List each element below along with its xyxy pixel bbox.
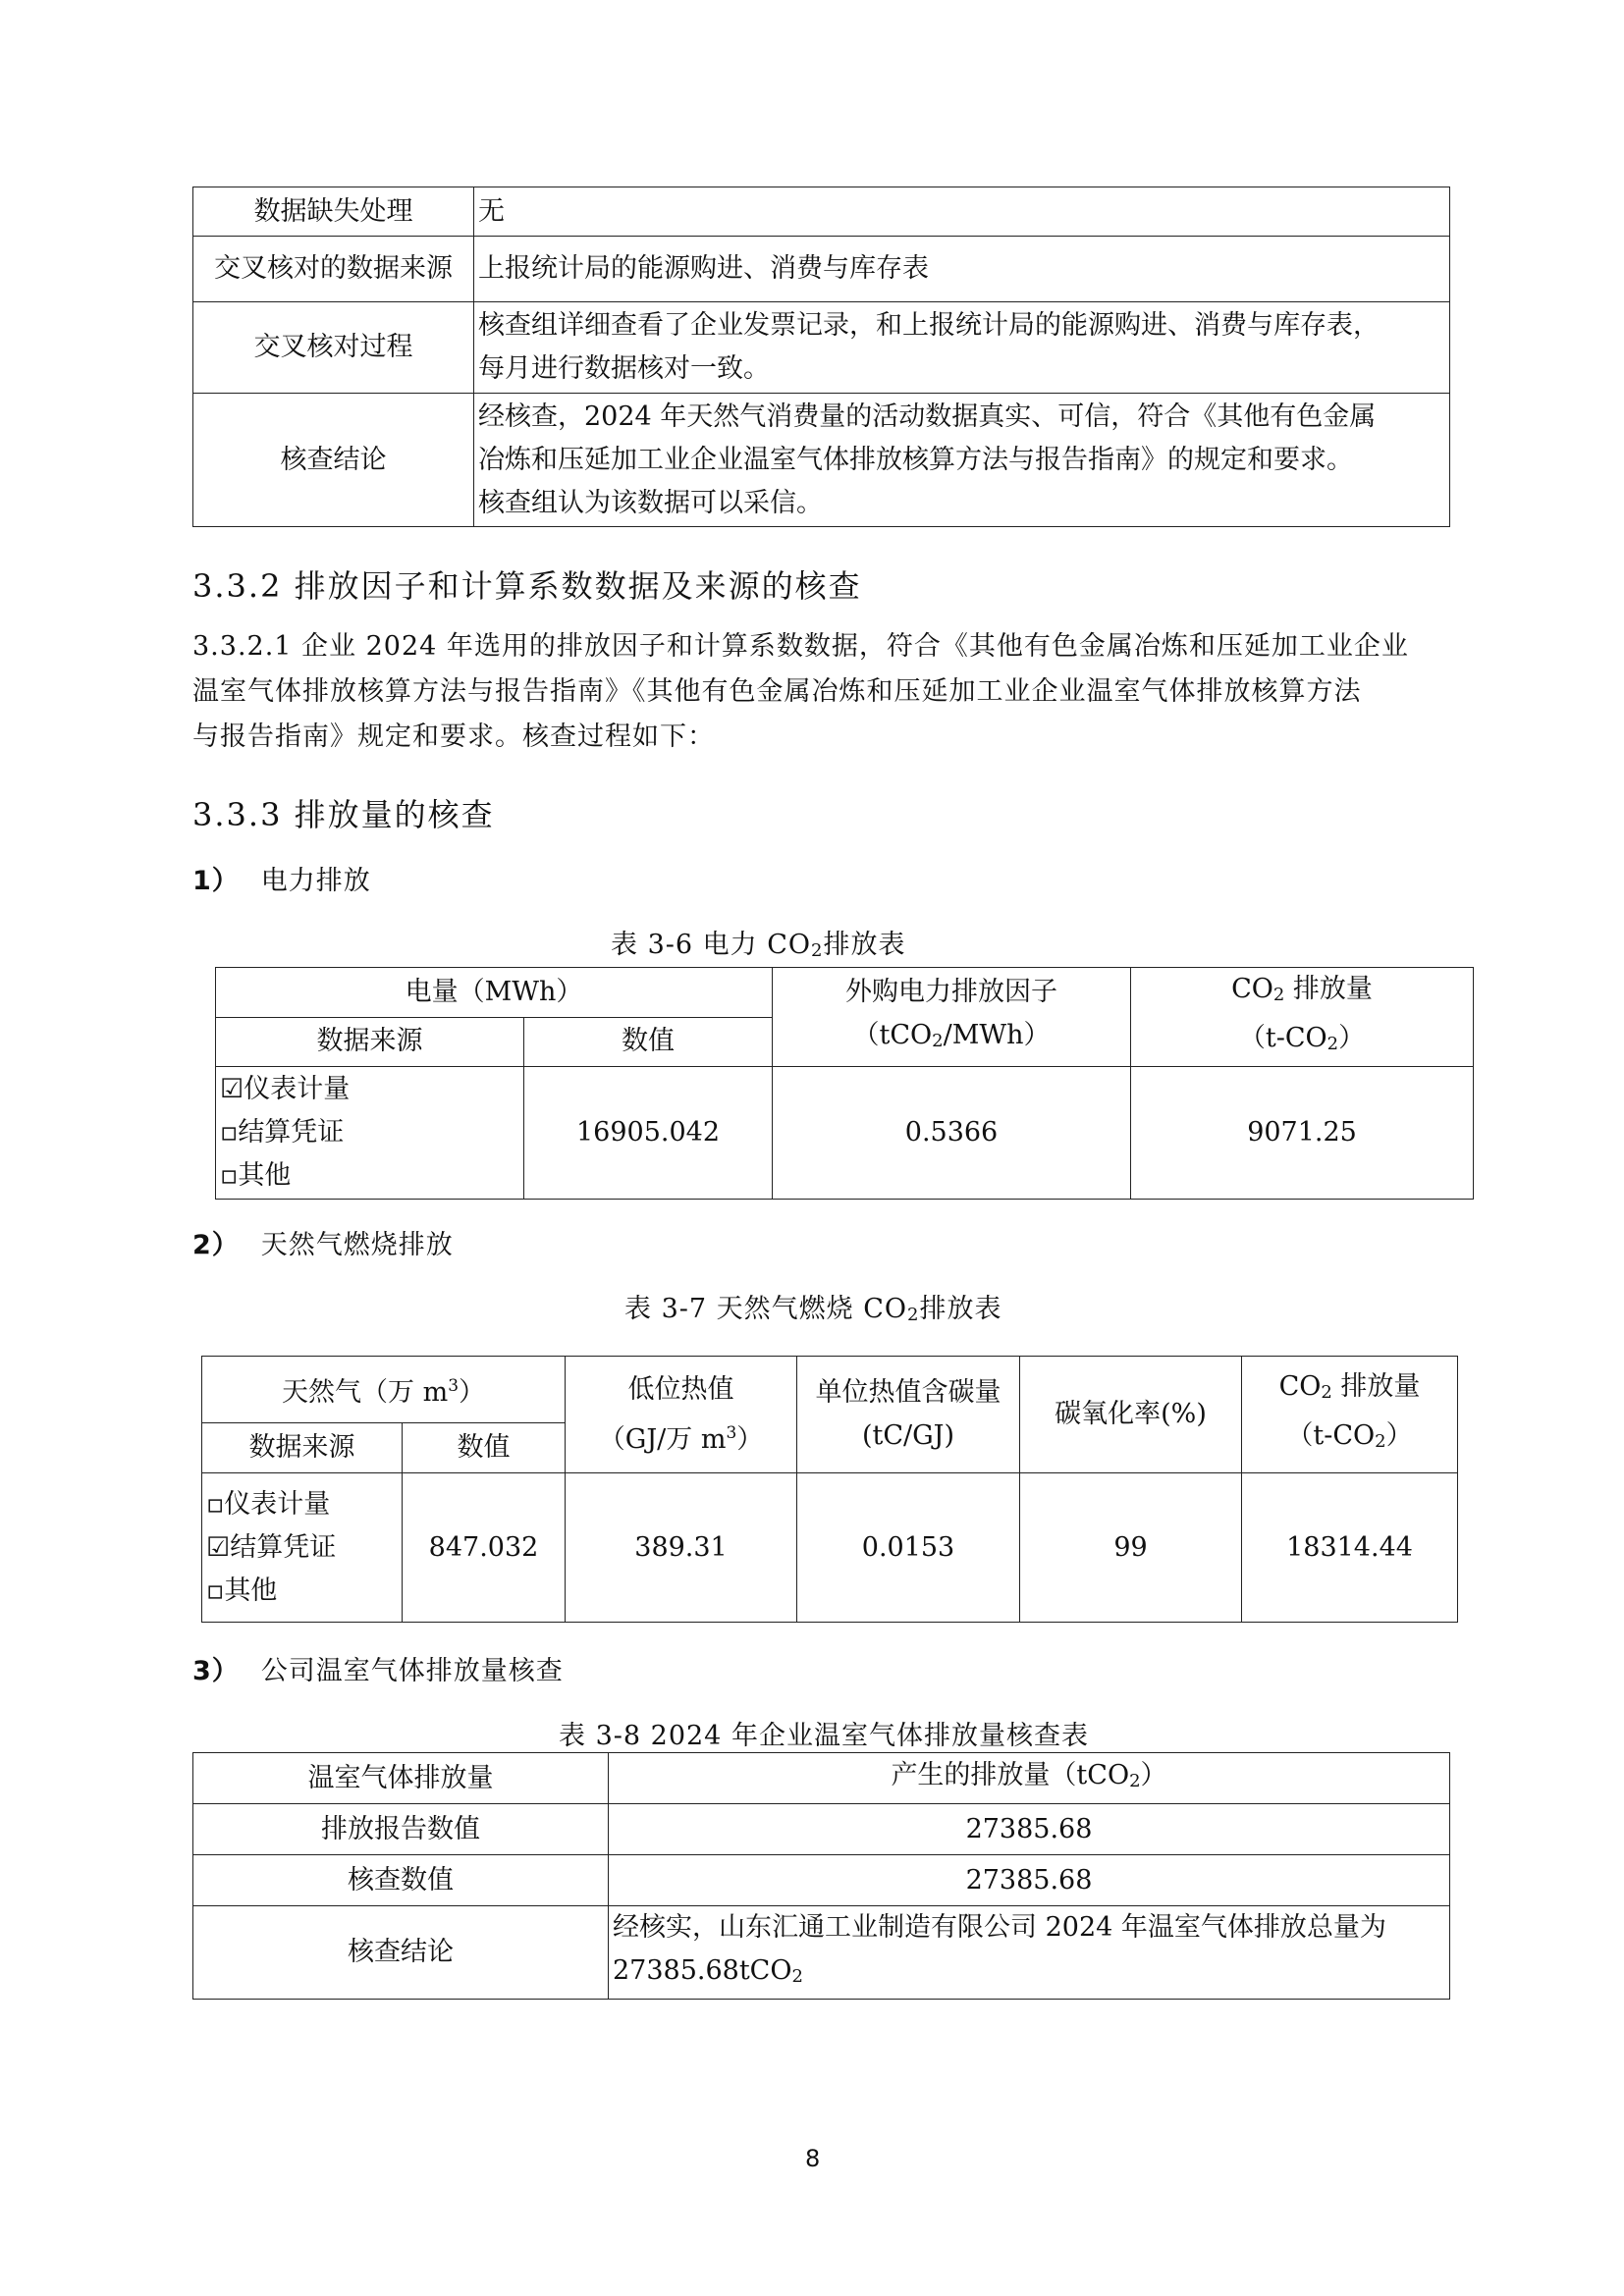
row-value: 27385.68 [609, 1804, 1450, 1855]
caption-sub: 2 [907, 1305, 920, 1325]
checkbox-option: ▫结算凭证 [220, 1117, 345, 1148]
text-line: 每月进行数据核对一致。 [478, 353, 770, 384]
checkbox-checked-icon: ☑ [206, 1531, 231, 1563]
header-emission: 产生的排放量（tCO$_2$） [609, 1753, 1450, 1804]
text-line: 冶炼和压延加工业企业温室气体排放核算方法与报告指南》的规定和要求。 [478, 444, 1353, 475]
table-caption-3-8: 表 3-8 2024 年企业温室气体排放量核查表 [559, 1721, 1089, 1751]
checkbox-option: ☑仪表计量 [220, 1074, 351, 1104]
header-line: $CO_2$ 排放量 [1231, 974, 1373, 1005]
checkbox-empty-icon: ▫ [206, 1575, 225, 1606]
header-value: 数值 [524, 1017, 773, 1067]
header-value: 数值 [403, 1423, 566, 1473]
section-heading-3-3-3: 3.3.3 排放量的核查 [192, 796, 495, 833]
cell-value: 16905.042 [524, 1067, 773, 1200]
row-label: 核查数值 [193, 1855, 609, 1906]
row-value: 上报统计局的能源购进、消费与库存表 [474, 237, 1450, 302]
checkbox-option: ▫其他 [206, 1575, 278, 1606]
header-source: 数据来源 [216, 1017, 524, 1067]
paragraph-line: 与报告指南》规定和要求。核查过程如下： [192, 721, 715, 752]
checkbox-empty-icon: ▫ [220, 1117, 239, 1148]
item-text: 电力排放 [260, 866, 371, 896]
cell-carbon-content: 0.0153 [797, 1473, 1020, 1623]
header-source: 数据来源 [202, 1423, 403, 1473]
row-value [474, 302, 1450, 394]
cell-oxidation: 99 [1020, 1473, 1242, 1623]
header-oxidation: 碳氧化率(%) [1020, 1357, 1242, 1473]
table-row [193, 187, 1450, 237]
table-3-7 [201, 1356, 1458, 1623]
header-line: （tCO$_2$/MWh） [852, 1020, 1051, 1051]
checkbox-empty-icon: ▫ [206, 1488, 225, 1520]
source-options [216, 1067, 524, 1200]
caption-text: 表 3-7 天然气燃烧 CO [624, 1294, 908, 1324]
caption-text: 排放表 [919, 1294, 1002, 1324]
header-line: $(t-CO_2)$ [1286, 1420, 1413, 1452]
header-line: $(t-CO_2)$ [1238, 1023, 1366, 1054]
row-value [609, 1906, 1450, 2000]
table-header-row [216, 968, 1474, 1018]
cell-emission: 9071.25 [1131, 1067, 1474, 1200]
row-label: 交叉核对过程 [193, 302, 474, 394]
item-text: 天然气燃烧排放 [260, 1230, 454, 1260]
table-3-8 [192, 1752, 1450, 2000]
row-label: 数据缺失处理 [193, 187, 474, 237]
checkbox-checked-icon: ☑ [220, 1074, 244, 1104]
cell-value: 847.032 [403, 1473, 566, 1623]
text-line: 核查组详细查看了企业发票记录，和上报统计局的能源购进、消费与库存表， [478, 310, 1380, 341]
text-line: 经核实，山东汇通工业制造有限公司 2024 年温室气体排放总量为 [613, 1912, 1386, 1943]
item-number: 2） [192, 1230, 240, 1260]
table-row [193, 1855, 1450, 1906]
checkbox-empty-icon: ▫ [220, 1160, 239, 1191]
caption-sub: 2 [811, 940, 824, 961]
table-row [193, 394, 1450, 527]
checkbox-option: ▫仪表计量 [206, 1488, 331, 1520]
list-item-3 [192, 1649, 564, 1687]
item-text: 公司温室气体排放量核查 [260, 1656, 564, 1686]
row-value: 无 [474, 187, 1450, 237]
caption-text: 表 3-6 电力 CO [611, 930, 812, 960]
table-row [193, 237, 1450, 302]
text-line: 经核查，2024 年天然气消费量的活动数据真实、可信，符合《其他有色金属 [478, 400, 1377, 432]
header-line: $CO_2$ 排放量 [1278, 1371, 1421, 1403]
cell-emission: 18314.44 [1242, 1473, 1458, 1623]
row-value [474, 394, 1450, 527]
page-number: 8 [805, 2145, 821, 2172]
item-number: 1） [192, 866, 240, 896]
header-lhv [566, 1357, 797, 1473]
table-caption-3-7 [624, 1287, 1001, 1325]
table-row [202, 1473, 1458, 1623]
table-row [193, 1804, 1450, 1855]
header-line: （GJ/万 $m^3$） [598, 1422, 764, 1455]
header-emission [1131, 968, 1474, 1067]
caption-text: 排放表 [823, 930, 906, 960]
text-line: 核查组认为该数据可以采信。 [478, 487, 823, 518]
header-factor [773, 968, 1131, 1067]
header-natural-gas: 天然气（万 $m^3$） [202, 1357, 566, 1423]
table-header-row [202, 1357, 1458, 1423]
header-line: 单位热值含碳量 [815, 1377, 1001, 1408]
table-row [193, 1906, 1450, 2000]
header-emission [1242, 1357, 1458, 1473]
table-3-6 [215, 967, 1474, 1200]
row-value: 27385.68 [609, 1855, 1450, 1906]
row-label: 核查结论 [193, 394, 474, 527]
list-item-2 [192, 1223, 454, 1261]
row-label: 排放报告数值 [193, 1804, 609, 1855]
cell-lhv: 389.31 [566, 1473, 797, 1623]
header-ghg: 温室气体排放量 [193, 1753, 609, 1804]
item-number: 3） [192, 1656, 240, 1686]
row-label: 交叉核对的数据来源 [193, 237, 474, 302]
table-row [193, 302, 1450, 394]
cell-factor: 0.5366 [773, 1067, 1131, 1200]
header-carbon-content [797, 1357, 1020, 1473]
table-caption-3-6 [611, 923, 905, 961]
table-header-row [193, 1753, 1450, 1804]
source-options [202, 1473, 403, 1623]
row-label: 核查结论 [193, 1906, 609, 2000]
checkbox-option: ▫其他 [220, 1160, 292, 1191]
paragraph-line: 温室气体排放核算方法与报告指南》《其他有色金属冶炼和压延加工业企业温室气体排放核算方法 [192, 676, 1362, 707]
text-line: 27385.68tCO$_2$ [613, 1955, 803, 1987]
header-line: 低位热值 [627, 1373, 734, 1405]
header-electricity: 电量（MWh） [216, 968, 773, 1018]
checkbox-option: ☑结算凭证 [206, 1531, 337, 1563]
list-item-1 [192, 859, 371, 897]
table-row [216, 1067, 1474, 1200]
section-heading-3-3-2: 3.3.2 排放因子和计算系数数据及来源的核查 [192, 567, 862, 605]
header-line: 外购电力排放因子 [845, 977, 1058, 1007]
header-line: (tC/GJ) [861, 1420, 955, 1451]
verification-table-top [192, 187, 1450, 527]
paragraph-line: 3.3.2.1 企业 2024 年选用的排放因子和计算系数数据，符合《其他有色金属冶炼和压延加工业企业 [192, 631, 1409, 662]
